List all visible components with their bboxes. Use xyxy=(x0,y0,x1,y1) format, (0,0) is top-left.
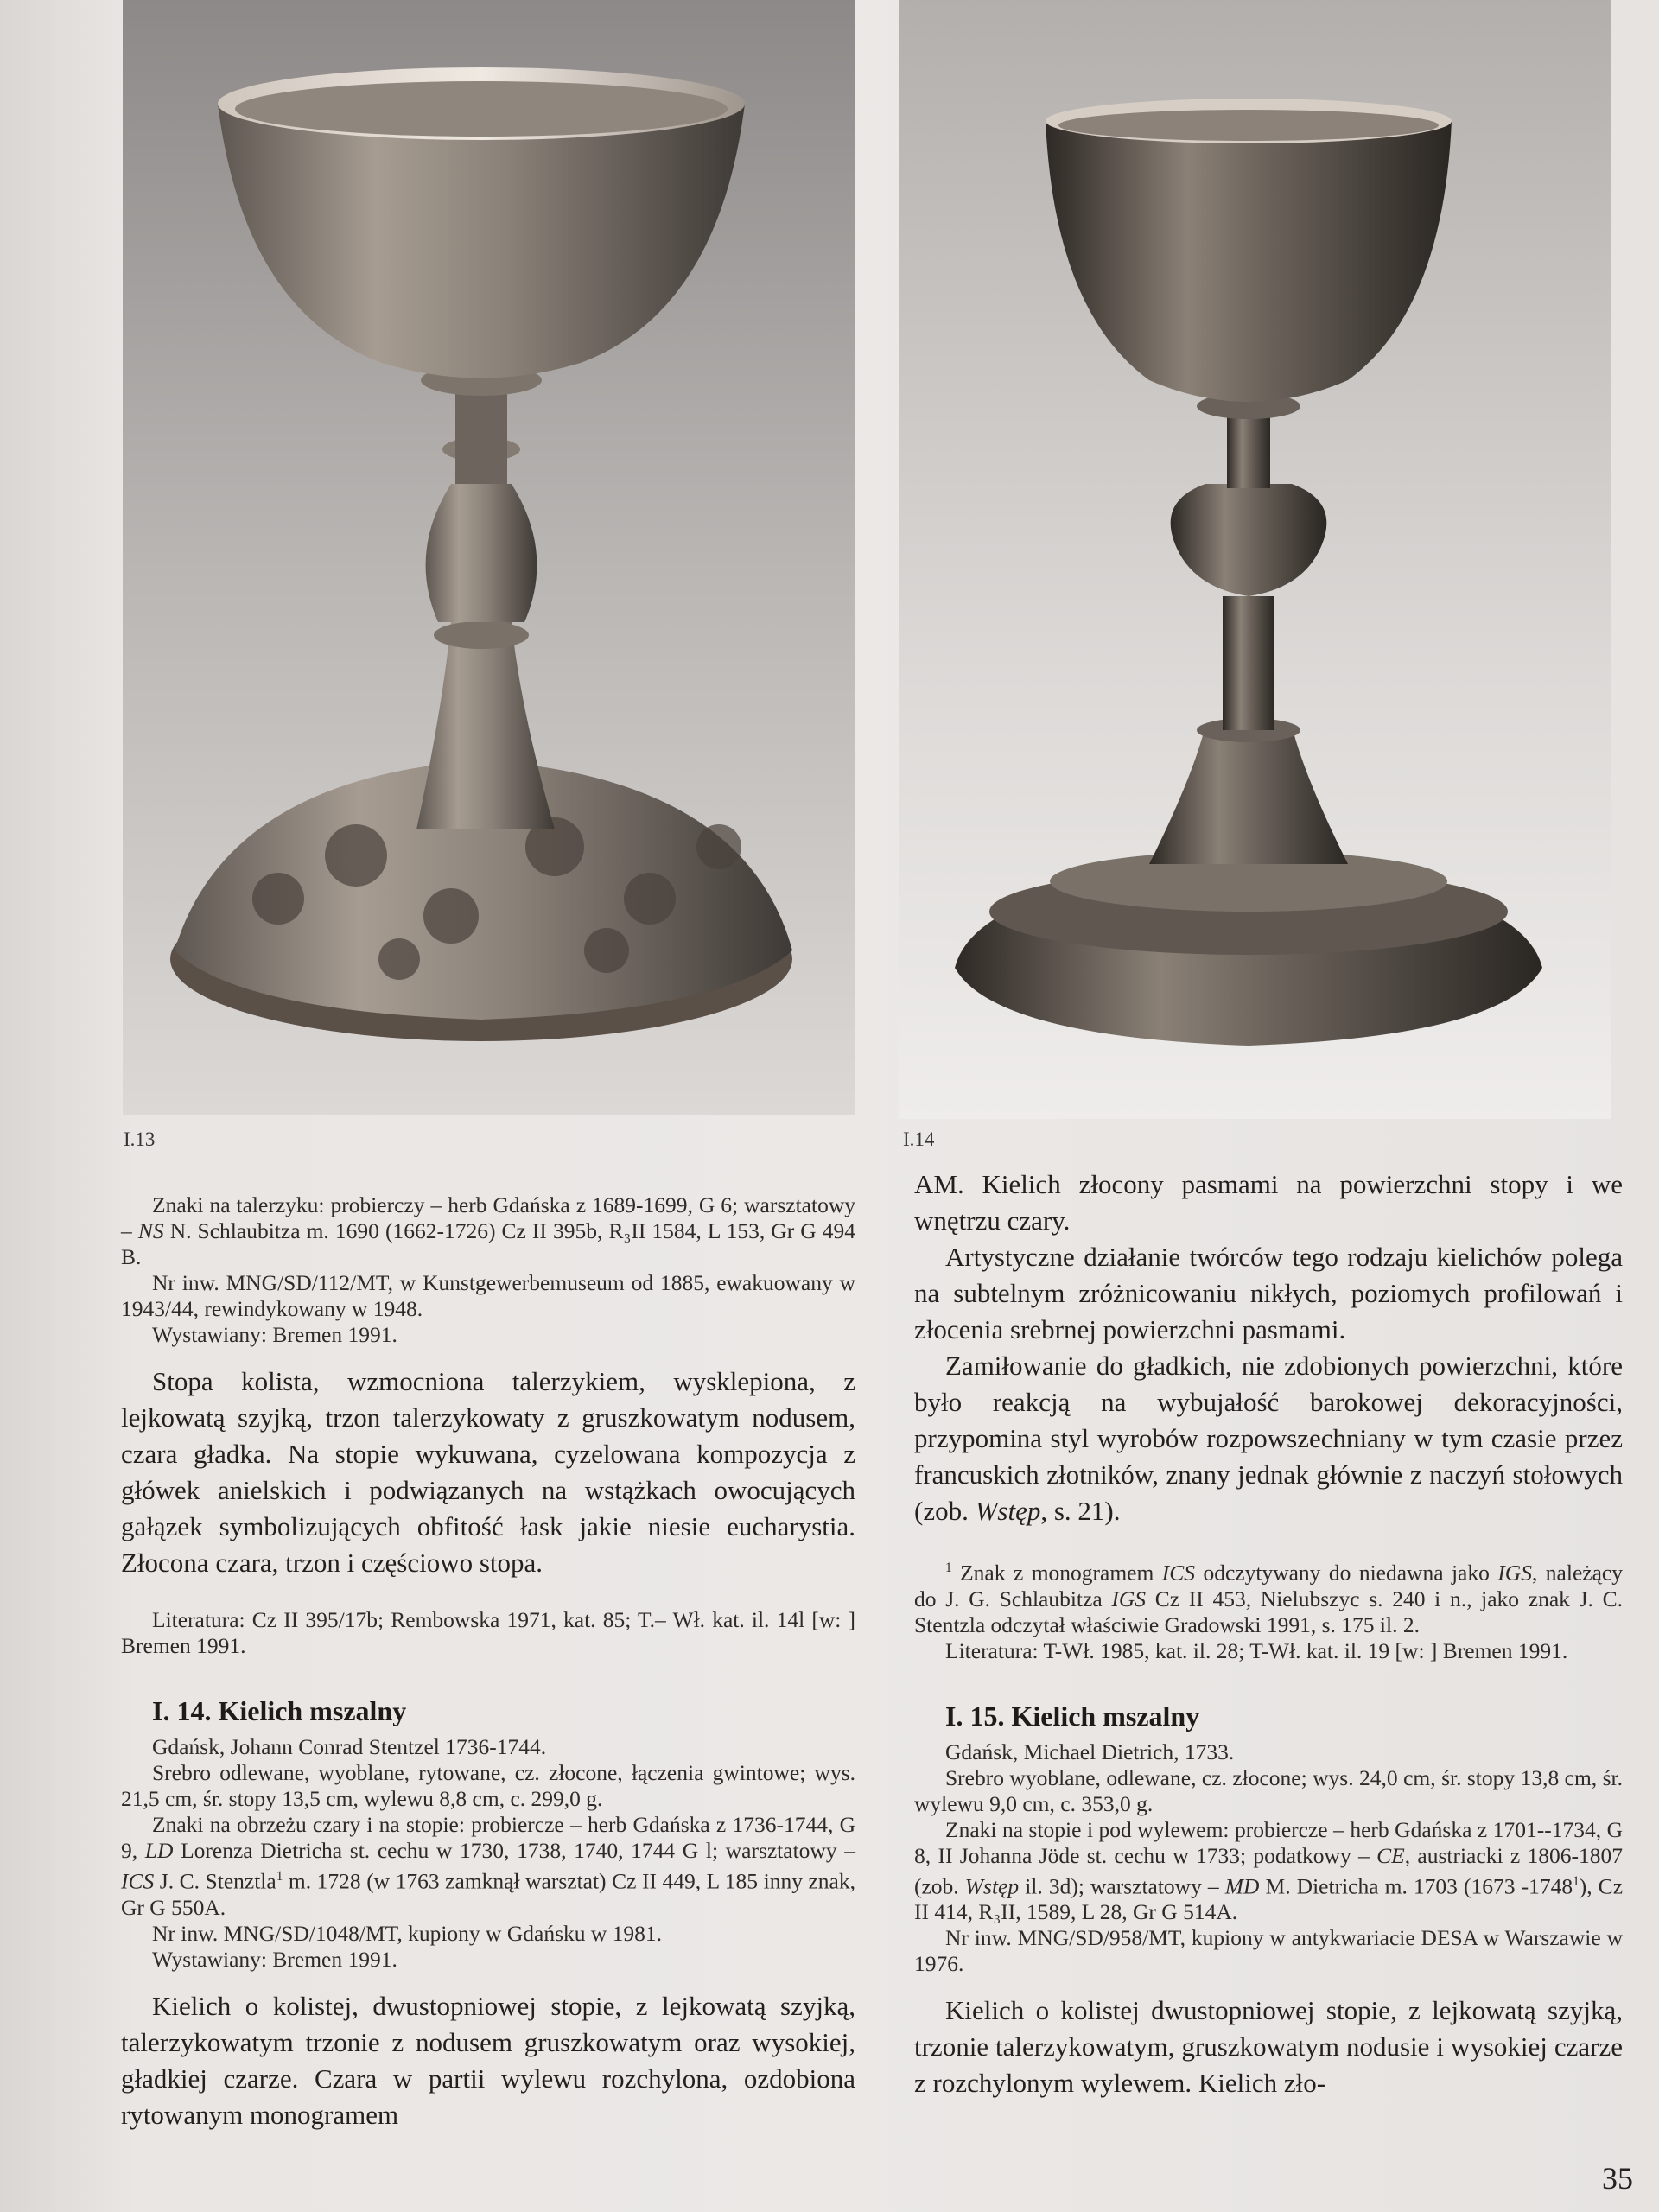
origin-line: Gdańsk, Johann Conrad Stentzel 1736-1744. xyxy=(152,1734,547,1759)
description-paragraph: Kielich o kolistej dwustopniowej stopie, z lejkowatą szyjką, trzonie talerzykowatym, gruszkowatym nodusie i wysokiej czarze z rozchylonym wylewem. Kielich zło- xyxy=(914,1995,1623,2098)
artistic-paragraph: Artystyczne działanie twórców tego rodzaju kielichów polega na subtelnym zróżnicowaniu nikłych, poziomych profilowań i złocenia srebrnej powierzchni pasmami. xyxy=(914,1242,1623,1344)
literature-note: Literatura: T-Wł. 1985, kat. il. 28; T-Wł. kat. il. 19 [w: ] Bremen 1991. xyxy=(945,1637,1568,1663)
marks-line: Znaki na obrzeżu czary i na stopie: probiercze – herb Gdańska z 1736-1744, G 9, LD Lorenza Dietricha st. cechu w 1730, 1738, 1740, 1744 G l; warsztatowy – ICS J. C. Stenztla$^1$ m. 1728 (w 1763 zamknął warsztat) Cz II 449, L 185 inny znak, Gr G 550A. xyxy=(121,1812,855,1920)
inventory-note: Nr inw. MNG/SD/112/MT, w Kunstgewerbemuseum od 1885, ewakuowany w 1943/44, rewindykowany w 1948. xyxy=(121,1270,855,1321)
marks-line: Znaki na stopie i pod wylewem: probiercze – herb Gdańska z 1701--1734, G 8, II Johanna Jöde st. cechu w 1733; podatkowy – CE, austriacki z 1806-1807 (zob. Wstęp il. 3d); warsztatowy – MD M. Dietricha m. 1703 (1673 -1748$^1$), Cz II 414, R₃II, 1589, L 28, Gr G 514A. xyxy=(914,1816,1624,1924)
page-number: 35 xyxy=(1602,2161,1633,2196)
exhibition-note: Wystawiany: Bremen 1991. xyxy=(152,1322,397,1347)
material-line: Srebro wyoblane, odlewane, cz. złocone; wys. 24,0 cm, śr. stopy 13,8 cm, śr. wylewu 9,0 cm, c. 353,0 g. xyxy=(914,1764,1623,1816)
style-paragraph: Zamiłowanie do gładkich, nie zdobionych powierzchni, które było reakcją na wybujałość barokowej dekoracyjności, przypomina styl wyrobów rozpowszechniany w tym czasie przez francuskich złotników, znany jednak głównie z naczyń stołowych (zob. Wstęp, s. 21). xyxy=(914,1351,1623,1526)
chalice-photo-right xyxy=(899,0,1611,1119)
exhibition-line: Wystawiany: Bremen 1991. xyxy=(152,1946,397,1972)
entry-heading: I. 15. Kielich mszalny xyxy=(945,1700,1200,1732)
figure-caption-right: I.14 xyxy=(903,1128,935,1150)
description-paragraph: Stopa kolista, wzmocniona talerzykiem, wysklepiona, z lejkowatą szyjką, trzon talerzykowaty z gruszkowatym nodusem, czara gładka. Na stopie wykuwana, cyzelowana kompozycja z główek anielskich i podwiązanych na wstążkach owocujących gałązek symbolizujących obfitość łask jakie niesie eucharystia. Złocona czara, trzon i częściowo stopa. xyxy=(121,1366,855,1578)
right-column xyxy=(914,1166,1623,2101)
literature-note: Literatura: Cz II 395/17b; Rembowska 1971, kat. 85; T.– Wł. kat. il. 14l [w: ] Bremen 1991. xyxy=(121,1607,855,1658)
material-line: Srebro odlewane, wyoblane, rytowane, cz. złocone, łączenia gwintowe; wys. 21,5 cm, śr. stopy 13,5 cm, wylewu 8,8 cm, c. 299,0 g. xyxy=(121,1760,855,1811)
inventory-line: Nr inw. MNG/SD/1048/MT, kupiony w Gdańsku w 1981. xyxy=(152,1920,663,1946)
continued-paragraph: AM. Kielich złocony pasmami na powierzchni stopy i we wnętrzu czary. xyxy=(914,1169,1623,1236)
entry-heading: I. 14. Kielich mszalny xyxy=(152,1695,407,1726)
figure-caption-left: I.13 xyxy=(124,1128,156,1150)
chalice-photo-left xyxy=(123,0,855,1115)
origin-line: Gdańsk, Michael Dietrich, 1733. xyxy=(945,1738,1235,1764)
marks-note: Znaki na talerzyku: probierczy – herb Gdańska z 1689-1699, G 6; warsztatowy – NS N. Schlaubitza m. 1690 (1662-1726) Cz II 395b, R₃II 1584, L 153, Gr G 494 B. xyxy=(121,1192,856,1269)
footnote: $^1$ Znak z monogramem ICS odczytywany do niedawna jako IGS, należący do J. G. Schlaubitza IGS Cz II 453, Nielubszyc s. 240 i n., jako znak J. C. Stentzla odczytał właściwie Gradowski 1991, s. 175 il. 2. xyxy=(914,1560,1623,1637)
left-column xyxy=(121,1192,855,2133)
inventory-line: Nr inw. MNG/SD/958/MT, kupiony w antykwariacie DESA w Warszawie w 1976. xyxy=(914,1925,1623,1976)
description-paragraph-2: Kielich o kolistej, dwustopniowej stopie, z lejkowatą szyjką, talerzykowatym trzonie z nodusem gruszkowatym oraz wysokiej, gładkiej czarze. Czara w partii wylewu rozchylona, ozdobiona rytowanym monogramem xyxy=(121,1990,855,2130)
